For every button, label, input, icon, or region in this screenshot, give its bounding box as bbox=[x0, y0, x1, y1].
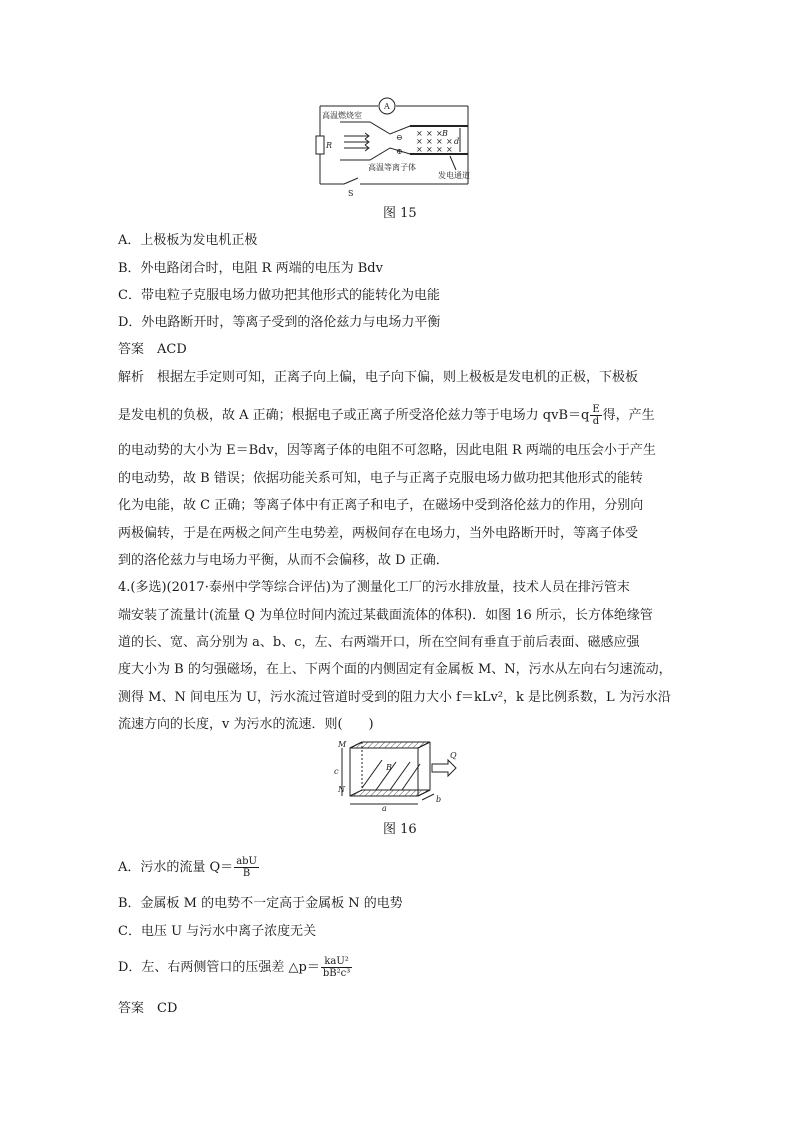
q4-option-d: D．左、右两侧管口的压强差 △p＝ $\frac{\text{kaU²}}{\text{bB²c³}}$ bbox=[118, 956, 351, 979]
q3-analysis-line-7: 到的洛伦兹力与电场力平衡，从而不会偏移，故 D 正确． bbox=[118, 553, 449, 568]
field-cross: × bbox=[436, 145, 443, 154]
ammeter-label: A bbox=[384, 102, 390, 111]
field-arrow bbox=[362, 760, 382, 788]
label-c: c bbox=[334, 767, 339, 776]
field-cross: × bbox=[416, 145, 423, 154]
q4-option-a: A．污水的流量 Q＝ $\frac{\text{abU}}{B}$ bbox=[118, 856, 257, 879]
field-cross: × bbox=[426, 129, 433, 138]
label-b-width: b bbox=[436, 795, 442, 804]
q3-option-a: A．上极板为发电机正极 bbox=[118, 233, 258, 248]
plus-symbol: ⊕ bbox=[396, 147, 403, 156]
q4-stem-line-1: 4.(多选)(2017·泰州中学等综合评估)为了测量化工厂的污水排放量，技术人员在排污管末 bbox=[118, 580, 630, 595]
field-cross: × bbox=[436, 129, 443, 138]
label-q: Q bbox=[450, 751, 457, 760]
q3-analysis-line-5: 化为电能，故 C 正确；等离子体中有正离子和电子，在磁场中受到洛伦兹力的作用，分别向 bbox=[118, 498, 644, 513]
label-b-field: B bbox=[386, 763, 392, 772]
q4-stem-line-2: 端安装了流量计(流量 Q 为单位时间内流过某截面流体的体积)．如图 16 所示，长方体绝缘管 bbox=[118, 608, 653, 623]
label-n: N bbox=[338, 785, 345, 794]
q4-option-b: B．金属板 M 的电势不一定高于金属板 N 的电势 bbox=[118, 896, 403, 911]
fraction-pressure: $\frac{\text{kaU²}}{\text{bB²c³}}$ bbox=[322, 956, 351, 979]
field-cross: × bbox=[416, 129, 423, 138]
fraction-abu-over-b: $\frac{\text{abU}}{B}$ bbox=[236, 856, 257, 879]
resistor-label: R bbox=[326, 141, 333, 150]
gap-label: d bbox=[454, 137, 460, 146]
channel-label: 发电通道 bbox=[438, 171, 470, 180]
field-cross: × bbox=[426, 145, 433, 154]
figure-15-diagram bbox=[310, 96, 490, 198]
field-arrow bbox=[402, 764, 420, 790]
q3-analysis-line-4: 的电动势，故 B 错误；依据功能关系可知，电子与正离子克服电场力做功把其他形式的能转 bbox=[118, 471, 643, 486]
q3-answer: 答案 ACD bbox=[118, 342, 187, 357]
resistor-box bbox=[316, 136, 324, 154]
q3-option-c: C．带电粒子克服电场力做功把其他形式的能转化为电能 bbox=[118, 288, 440, 303]
plasma-label: 高温等离子体 bbox=[368, 163, 416, 172]
q3-analysis-line-1: 解析 根据左手定则可知，正离子向上偏，电子向下偏，则上极板是发电机的正极，下极板 bbox=[118, 370, 639, 385]
figure-16-diagram bbox=[330, 740, 480, 812]
switch-label: S bbox=[348, 189, 354, 198]
q3-option-d: D．外电路断开时，等离子受到的洛伦兹力与电场力平衡 bbox=[118, 315, 441, 330]
field-cross: × bbox=[426, 137, 433, 146]
fraction-e-over-d: $\frac{E}{d}$ bbox=[592, 404, 600, 427]
pipe-front-face bbox=[350, 748, 418, 796]
q3-analysis-line-3: 的电动势的大小为 E＝Bdv，因等离子体的电阻不可忽略，因此电阻 R 两端的电压会小于产生 bbox=[118, 443, 656, 458]
label-a: a bbox=[382, 804, 387, 812]
q4-option-c: C．电压 U 与污水中离子浓度无关 bbox=[118, 924, 317, 939]
chamber-label: 高温燃烧室 bbox=[322, 111, 362, 120]
field-cross: × bbox=[446, 145, 453, 154]
q3-analysis-line-6: 两极偏转，于是在两极之间产生电势差，两极间存在电场力，当外电路断开时，等离子体受 bbox=[118, 526, 639, 541]
dimension-b bbox=[422, 794, 434, 800]
q3-analysis-line-2: 是发电机的负极，故 A 正确；根据电子或正离子所受洛伦兹力等于电场力 qvB＝q $\frac{E}{d}$ 得，产生 bbox=[118, 404, 655, 427]
switch-blade bbox=[344, 178, 358, 184]
q4-stem-line-6: 流速方向的长度，v 为污水的流速．则( ) bbox=[118, 717, 374, 732]
flow-arrow bbox=[432, 760, 456, 776]
label-m: M bbox=[338, 740, 347, 749]
q4-stem-line-3: 道的长、宽、高分别为 a、b、c，左、右两端开口，所在空间有垂直于前后表面、磁感应强 bbox=[118, 635, 640, 650]
minus-symbol: ⊖ bbox=[396, 133, 403, 142]
field-cross: × bbox=[416, 137, 423, 146]
figure-16-caption: 图 16 bbox=[383, 822, 417, 837]
channel-pointer bbox=[450, 156, 456, 170]
q3-option-b: B．外电路闭合时，电阻 R 两端的电压为 Bdv bbox=[118, 261, 383, 276]
field-label: B bbox=[442, 129, 448, 138]
q4-stem-line-4: 度大小为 B 的匀强磁场，在上、下两个面的内侧固定有金属板 M、N，污水从左向右匀速流动， bbox=[118, 662, 672, 677]
q4-answer: 答案 CD bbox=[118, 1001, 178, 1016]
field-cross: × bbox=[446, 137, 453, 146]
field-cross: × bbox=[436, 137, 443, 146]
q4-stem-line-5: 测得 M、N 间电压为 U，污水流过管道时受到的阻力大小 f＝kLv²，k 是比例系数，L 为污水沿 bbox=[118, 690, 671, 705]
figure-15-caption: 图 15 bbox=[383, 206, 417, 221]
